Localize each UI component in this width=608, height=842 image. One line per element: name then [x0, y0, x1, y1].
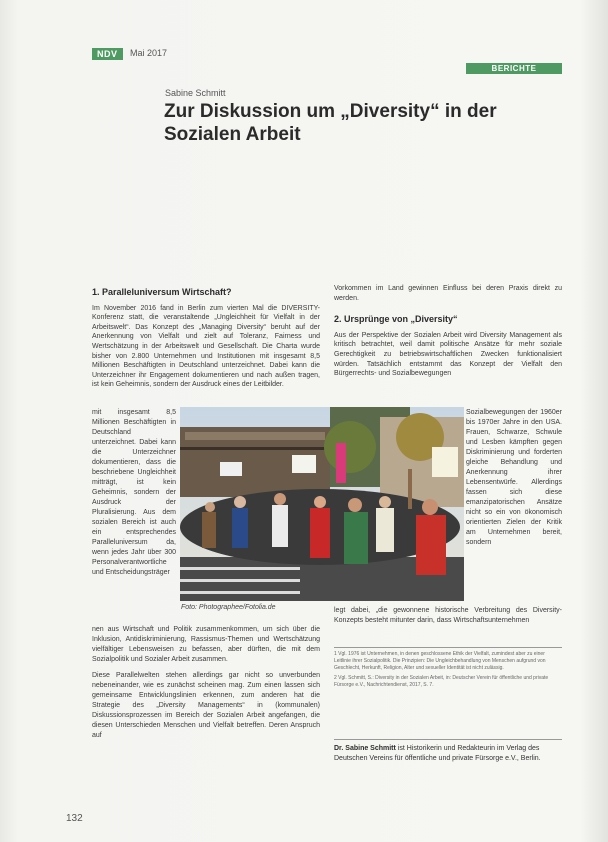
section2-intro: Vorkommen im Land gewinnen Einfluss bei deren Praxis direkt zu werden. [334, 285, 562, 302]
author-bio-text: ist Historikerin und Redakteurin im Verlag des Deutschen Vereins für öffentliche und private Fürsorge e.V., Berlin. [334, 745, 541, 762]
author-bio-name: Dr. Sabine Schmitt [334, 745, 396, 752]
section1-wrap-text: mit insgesamt 8,5 Millionen Beschäftigten in Deutschland unterzeichnet. Dabei kann die Unterzeichner dokumentieren, dass die beschriebene Ungleichheit mitträgt, ist kein Geheimnis, sondern der Ausdruck der Pluralisierung. Aus dem sozialen Bereich ist auch ein entsprechendes Paralleluniversum da, wenn jedes Jahr über 300 Personalverantwortliche und Entscheidungsträger [92, 409, 176, 576]
section2-paragraph: Aus der Perspektive der Sozialen Arbeit wird Diversity Management als kritisch betrachtet, weil damit politische Ansätze für mehr soziale Gerechtigkeit zu betriebswirtschaftlichen Zwecken funktionalisiert würden. Tatsächlich entstammt das Konzept der Vielfalt den Bürgerrechts- und Sozialbewegungen [334, 331, 562, 378]
page-number: 132 [66, 813, 83, 824]
article-author: Sabine Schmitt [165, 88, 226, 98]
demonstration-photo [180, 407, 464, 601]
column-left-top [92, 288, 320, 399]
footnotes [334, 647, 562, 692]
footnote-2: 2 Vgl. Schmitt, S.: Diversity in der Sozialen Arbeit, in: Deutscher Verein für öffentliche und private Fürsorge e.V., Nachrichtendienst, 2017, S. 7. [334, 675, 549, 688]
section2-text-below-photo: legt dabei, „die gewonnene historische Verbreitung des Diversity-Konzepts besteht mitunter darin, dass Wirtschaftsunternehmen [334, 607, 562, 624]
photo-caption: Foto: Photographee/Fotolia.de [181, 604, 276, 611]
section1-continuation: nen aus Wirtschaft und Politik zusammenkommen, um sich über die Inklusion, Antidiskriminierung, Rassismus-Themen und Wertschätzung vielfältiger Lebensweisen zu befassen, aber dürften, die mit dem Sozialpolitik und Sozialer Arbeit zusammen. [92, 626, 320, 663]
footnote-1: 1 Vgl. 1976 ist Unternehmen, in denen geschlossene Ethik der Vielfalt, zumindest aber zu einer Leitlinie ihrer Sozialpolitik. Die Prinzipien: Die Ungleichbehandlung von Menschen aufgrund von Geschlecht, Herkunft, Religion, Alter und sexueller Identität ist nicht zulässig. [334, 651, 546, 671]
author-bio [334, 739, 562, 764]
section1-heading: 1. Paralleluniversum Wirtschaft? [92, 287, 232, 297]
section1-text-below-photo [92, 605, 320, 741]
article-title: Zur Diskussion um „Diversity“ in der Sozialen Arbeit [164, 101, 497, 145]
section1-paragraph-2: Diese Parallelwelten stehen allerdings gar nicht so unverbunden nebeneinander, wie es zunächst scheinen mag. Zum einen lassen sich gemeinsame Entwicklungslinien erkennen, zum anderen hat die Strategie des „Diversity Managements“ in (kommunalen) Diskussionsprozessen im Bereich der Sozialen Arbeit angefangen, die diesen Unterschieden Menschen und Vielfalt betreffen. Deren Anspruch auf [92, 672, 320, 739]
issue-date: Mai 2017 [130, 48, 168, 58]
section1-paragraph: Im November 2016 fand in Berlin zum vierten Mal die DIVERSITY-Konferenz statt, die veranstaltende „Ungleichheit für Vielfalt in der Arbeitswelt“. Das Konzept des „Managing Diversity“ beruht auf der Anerkennung von Vielfalt und zielt auf Toleranz, Fairness und Wertschätzung in der Arbeitswelt und Gesellschaft. Die Charta wurde bisher von 2.800 Unternehmen und Institutionen mit insgesamt 8,5 Millionen Beschäftigten in Deutschland unterzeichnet. Dabei kann die Unterzeichner ihr Engagement dokumentieren und nach außen tragen, ist kein Geheimnis, sondern der Ausdruck eines der Leitbilder. [92, 304, 320, 389]
column-right-top [334, 284, 562, 382]
section2-wrap-text: Sozialbewegungen der 1960er bis 1970er Jahre in den USA. Frauen, Schwarze, Schwule und Lesben kämpften gegen Diskriminierung und forderten gleiche Behandlung und Anerkennung ihrer Lebensentwürfe. Allerdings fassen sich diese emanzipatorischen Ansätze nicht so ein von ökonomisch orientierten Zielen der Kritik am Unternehmen bereit, sondern [466, 409, 562, 546]
section2-heading: 2. Ursprünge von „Diversity“ [334, 314, 458, 325]
article-photo [180, 407, 464, 601]
section-label: BERICHTE [466, 63, 562, 74]
journal-badge: NDV [92, 48, 123, 60]
